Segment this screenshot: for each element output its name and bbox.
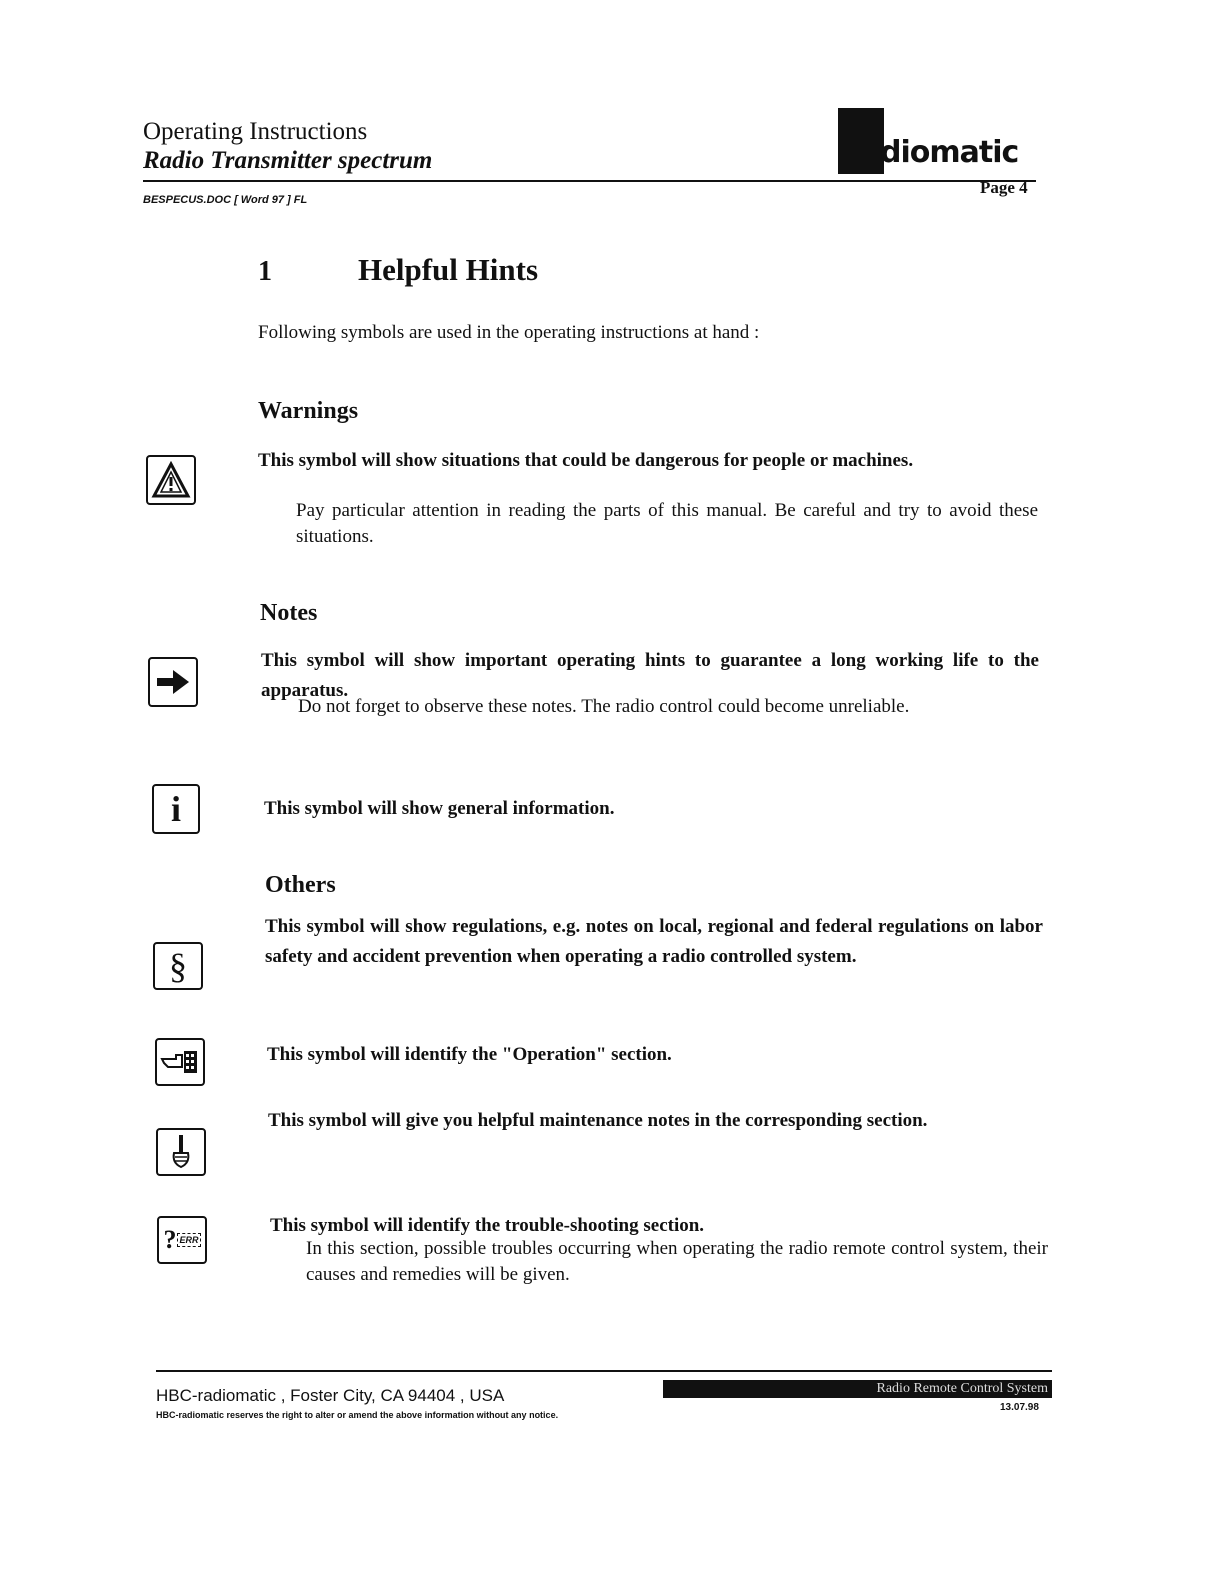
document-subtitle: Radio Transmitter spectrum [143,147,433,174]
paragraph-icon [153,942,203,990]
others-regulations-bold-text: This symbol will show regulations, e.g. notes on local, regional and federal regulations on labor safety and accident prevention when operating a radio controlled system. [265,916,1043,967]
footer-company: HBC-radiomatic , Foster City, CA 94404 , USA [156,1386,505,1405]
company-logo [838,108,1038,174]
info-icon [152,784,200,834]
question-glyph: ? [163,1225,177,1254]
document-title: Operating Instructions [143,118,368,145]
arrow-right-icon [148,657,198,707]
info-glyph: i [170,789,181,829]
warning-triangle-icon [146,455,196,505]
section-intro: Following symbols are used in the operating instructions at hand : [258,322,760,343]
page-number: Page 4 [980,178,1028,197]
footer-divider [156,1370,1052,1372]
warnings-bold-text: This symbol will show situations that could be dangerous for people or machines. [258,450,914,471]
footer-bar [663,1380,1052,1398]
pointing-hand-icon [155,1038,205,1086]
notes-arrow-text: Do not forget to observe these notes. The radio control could become unreliable. [298,696,910,717]
others-maintenance-bold-text: This symbol will give you helpful maintenance notes in the corresponding section. [268,1110,928,1131]
paragraph-glyph: § [169,946,187,986]
notes-arrow-bold-text: This symbol will show important operating hints to guarantee a long working life to the apparatus. [261,650,1039,701]
section-title: Helpful Hints [358,252,539,287]
footer-notice: HBC-radiomatic reserves the right to alter or amend the above information without any notice. [156,1410,559,1420]
others-heading: Others [265,872,336,898]
section-number: 1 [258,256,272,287]
others-trouble-bold-text: This symbol will identify the trouble-shooting section. [270,1215,705,1236]
warnings-heading: Warnings [258,398,359,424]
err-glyph: ERR [179,1235,199,1245]
document-reference: BESPECUS.DOC [ Word 97 ] FL [143,194,308,206]
warnings-text: Pay particular attention in reading the parts of this manual. Be careful and try to avoid these situations. [296,500,1038,547]
notes-heading: Notes [260,600,318,626]
notes-info-bold-text: This symbol will show general information. [264,798,615,819]
others-trouble-text: In this section, possible troubles occurring when operating the radio remote control system, their causes and remedies will be given. [306,1238,1048,1285]
footer-bar-text: Radio Remote Control System [876,1381,1048,1396]
logo-text: diomatic [880,135,1019,170]
footer-date: 13.07.98 [1000,1402,1039,1413]
header-divider [143,180,1036,182]
maintenance-hand-icon [156,1128,206,1176]
logo-block [838,108,884,174]
question-error-icon [157,1216,207,1264]
others-operation-bold-text: This symbol will identify the "Operation" section. [267,1044,672,1065]
